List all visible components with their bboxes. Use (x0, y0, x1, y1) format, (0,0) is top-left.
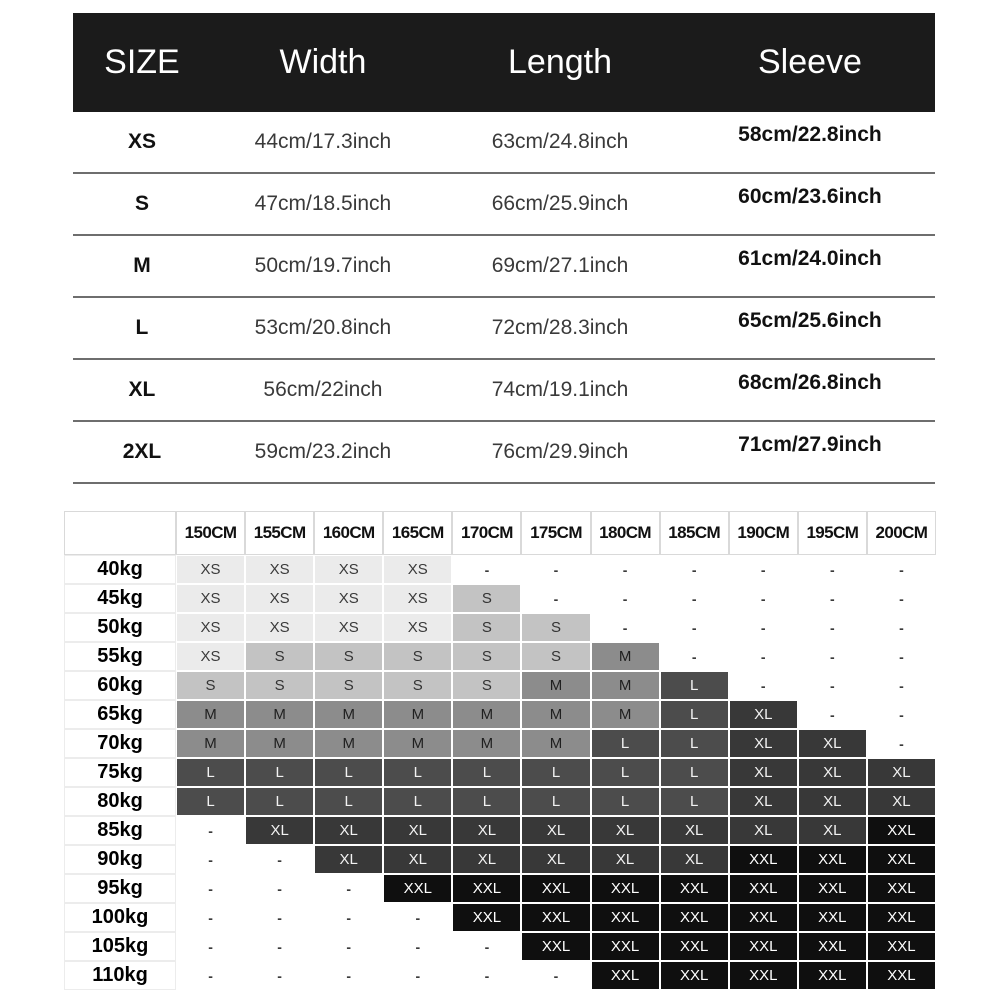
matrix-size-cell: L (453, 759, 520, 786)
height-header-cell: 190CM (730, 512, 797, 554)
sleeve-value: 68cm/26.8inch (738, 371, 882, 394)
matrix-size-cell: M (177, 730, 244, 757)
matrix-size-cell: XL (799, 730, 866, 757)
matrix-size-cell: M (522, 730, 589, 757)
width-value: 50cm/19.7inch (254, 254, 392, 277)
weight-label: 60kg (65, 672, 175, 699)
height-header-cell: 195CM (799, 512, 866, 554)
sleeve-value: 61cm/24.0inch (738, 247, 882, 270)
height-header-cell: 160CM (315, 512, 382, 554)
matrix-size-cell: XXL (868, 933, 935, 960)
matrix-size-cell: XL (730, 730, 797, 757)
matrix-empty-cell: - (246, 904, 313, 931)
weight-label: 45kg (65, 585, 175, 612)
matrix-empty-cell: - (868, 556, 935, 583)
matrix-empty-cell: - (592, 585, 659, 612)
length-value: 69cm/27.1inch (491, 254, 629, 277)
measurement-row (73, 236, 935, 298)
matrix-size-cell: XL (868, 759, 935, 786)
matrix-size-cell: XXL (453, 904, 520, 931)
sleeve-value: 71cm/27.9inch (738, 433, 882, 456)
matrix-size-cell: L (592, 788, 659, 815)
matrix-size-cell: L (384, 759, 451, 786)
matrix-empty-cell: - (592, 614, 659, 641)
length-value: 72cm/28.3inch (491, 316, 629, 339)
matrix-size-cell: L (522, 759, 589, 786)
matrix-size-cell: XXL (799, 933, 866, 960)
matrix-empty-cell: - (799, 672, 866, 699)
width-value: 44cm/17.3inch (254, 130, 392, 153)
height-header-cell: 150CM (177, 512, 244, 554)
matrix-size-cell: XL (315, 846, 382, 873)
matrix-empty-cell: - (177, 962, 244, 989)
matrix-size-cell: XXL (868, 846, 935, 873)
matrix-empty-cell: - (453, 933, 520, 960)
weight-label: 65kg (65, 701, 175, 728)
matrix-size-cell: XL (246, 817, 313, 844)
matrix-empty-cell: - (315, 933, 382, 960)
matrix-size-cell: XXL (799, 875, 866, 902)
matrix-size-cell: XS (177, 556, 244, 583)
matrix-size-cell: XS (177, 643, 244, 670)
matrix-size-cell: XXL (384, 875, 451, 902)
matrix-empty-cell: - (730, 672, 797, 699)
matrix-size-cell: XL (730, 701, 797, 728)
matrix-size-cell: XXL (730, 904, 797, 931)
matrix-size-cell: S (384, 643, 451, 670)
matrix-size-cell: XS (384, 614, 451, 641)
matrix-size-cell: XS (315, 556, 382, 583)
matrix-size-cell: XXL (730, 933, 797, 960)
size-label: XL (128, 378, 156, 401)
matrix-empty-cell: - (799, 643, 866, 670)
matrix-size-cell: XS (315, 585, 382, 612)
matrix-empty-cell: - (661, 556, 728, 583)
matrix-size-cell: M (592, 643, 659, 670)
matrix-size-cell: M (522, 672, 589, 699)
matrix-empty-cell: - (177, 904, 244, 931)
matrix-size-cell: XS (246, 585, 313, 612)
matrix-size-cell: M (315, 701, 382, 728)
matrix-empty-cell: - (246, 875, 313, 902)
matrix-size-cell: XXL (592, 933, 659, 960)
matrix-size-cell: XL (730, 759, 797, 786)
matrix-size-cell: XL (730, 817, 797, 844)
matrix-size-cell: S (315, 643, 382, 670)
matrix-size-cell: XS (384, 556, 451, 583)
matrix-size-cell: XXL (868, 962, 935, 989)
matrix-size-cell: XL (453, 817, 520, 844)
sleeve-value: 58cm/22.8inch (738, 123, 882, 146)
matrix-size-cell: XS (246, 614, 313, 641)
height-header-cell: 170CM (453, 512, 520, 554)
sleeve-value: 65cm/25.6inch (738, 309, 882, 332)
matrix-empty-cell: - (730, 556, 797, 583)
matrix-size-cell: M (246, 730, 313, 757)
matrix-size-cell: L (246, 788, 313, 815)
weight-label: 40kg (65, 556, 175, 583)
matrix-empty-cell: - (661, 585, 728, 612)
matrix-empty-cell: - (177, 817, 244, 844)
matrix-size-cell: XS (315, 614, 382, 641)
matrix-size-cell: XXL (730, 875, 797, 902)
matrix-size-cell: M (177, 701, 244, 728)
matrix-size-cell: L (661, 788, 728, 815)
length-value: 76cm/29.9inch (491, 440, 629, 463)
col-header-length: Length (508, 43, 612, 81)
matrix-empty-cell: - (246, 962, 313, 989)
matrix-size-cell: L (661, 759, 728, 786)
matrix-size-cell: S (315, 672, 382, 699)
matrix-empty-cell: - (868, 643, 935, 670)
measurement-table-body (73, 112, 935, 484)
matrix-empty-cell: - (799, 701, 866, 728)
matrix-empty-cell: - (246, 846, 313, 873)
measurement-row (73, 174, 935, 236)
matrix-empty-cell: - (522, 556, 589, 583)
matrix-empty-cell: - (384, 962, 451, 989)
matrix-size-cell: M (522, 701, 589, 728)
weight-label: 95kg (65, 875, 175, 902)
measurement-table (73, 13, 935, 484)
matrix-empty-cell: - (661, 614, 728, 641)
matrix-size-cell: M (315, 730, 382, 757)
matrix-size-cell: XXL (730, 846, 797, 873)
matrix-size-cell: XXL (592, 904, 659, 931)
col-header-sleeve: Sleeve (757, 43, 862, 81)
matrix-corner-cell (65, 512, 175, 554)
matrix-size-cell: S (453, 585, 520, 612)
matrix-size-cell: XXL (661, 962, 728, 989)
weight-label: 75kg (65, 759, 175, 786)
matrix-empty-cell: - (246, 933, 313, 960)
matrix-empty-cell: - (315, 875, 382, 902)
matrix-size-cell: M (384, 701, 451, 728)
matrix-empty-cell: - (730, 585, 797, 612)
matrix-empty-cell: - (315, 904, 382, 931)
matrix-empty-cell: - (453, 556, 520, 583)
matrix-empty-cell: - (868, 585, 935, 612)
matrix-size-cell: XS (384, 585, 451, 612)
col-header-width: Width (279, 43, 367, 81)
weight-label: 55kg (65, 643, 175, 670)
height-header-cell: 180CM (592, 512, 659, 554)
matrix-size-cell: XXL (522, 875, 589, 902)
weight-label: 105kg (65, 933, 175, 960)
weight-label: 110kg (65, 962, 175, 989)
matrix-empty-cell: - (177, 875, 244, 902)
matrix-size-cell: L (661, 701, 728, 728)
matrix-size-cell: M (453, 730, 520, 757)
width-value: 53cm/20.8inch (254, 316, 392, 339)
matrix-empty-cell: - (315, 962, 382, 989)
height-header-cell: 200CM (868, 512, 935, 554)
matrix-size-cell: L (177, 759, 244, 786)
matrix-size-cell: XL (522, 817, 589, 844)
matrix-size-cell: L (246, 759, 313, 786)
matrix-size-cell: XL (522, 846, 589, 873)
measurement-row (73, 422, 935, 484)
height-header-cell: 185CM (661, 512, 728, 554)
matrix-size-cell: XL (384, 846, 451, 873)
matrix-size-cell: XXL (661, 933, 728, 960)
matrix-empty-cell: - (799, 614, 866, 641)
matrix-empty-cell: - (868, 701, 935, 728)
matrix-empty-cell: - (522, 962, 589, 989)
matrix-size-cell: L (453, 788, 520, 815)
matrix-empty-cell: - (453, 962, 520, 989)
weight-label: 100kg (65, 904, 175, 931)
matrix-empty-cell: - (661, 643, 728, 670)
matrix-empty-cell: - (522, 585, 589, 612)
matrix-size-cell: XL (384, 817, 451, 844)
matrix-size-cell: XL (868, 788, 935, 815)
matrix-empty-cell: - (868, 672, 935, 699)
matrix-size-cell: S (453, 672, 520, 699)
matrix-size-cell: L (315, 759, 382, 786)
measurement-row (73, 360, 935, 422)
matrix-size-cell: L (315, 788, 382, 815)
col-header-size: SIZE (104, 43, 180, 81)
matrix-empty-cell: - (730, 614, 797, 641)
matrix-size-cell: S (246, 672, 313, 699)
matrix-size-cell: S (453, 643, 520, 670)
matrix-empty-cell: - (177, 933, 244, 960)
matrix-size-cell: S (522, 643, 589, 670)
weight-label: 70kg (65, 730, 175, 757)
matrix-empty-cell: - (799, 585, 866, 612)
matrix-size-cell: XL (799, 759, 866, 786)
weight-label: 50kg (65, 614, 175, 641)
matrix-size-cell: S (384, 672, 451, 699)
matrix-size-cell: XL (661, 817, 728, 844)
matrix-size-cell: XL (730, 788, 797, 815)
matrix-size-cell: XL (453, 846, 520, 873)
size-label: 2XL (122, 440, 162, 463)
width-value: 47cm/18.5inch (254, 192, 392, 215)
length-value: 66cm/25.9inch (491, 192, 629, 215)
matrix-size-cell: XXL (799, 904, 866, 931)
height-weight-matrix (65, 512, 935, 989)
size-label: XS (127, 130, 156, 153)
matrix-size-cell: XL (315, 817, 382, 844)
length-value: 63cm/24.8inch (491, 130, 629, 153)
measurement-table-header (73, 13, 935, 112)
matrix-size-cell: XXL (868, 875, 935, 902)
height-header-cell: 165CM (384, 512, 451, 554)
measurement-row (73, 112, 935, 174)
matrix-size-cell: XXL (453, 875, 520, 902)
matrix-size-cell: XXL (661, 875, 728, 902)
matrix-size-cell: L (661, 730, 728, 757)
matrix-size-cell: S (177, 672, 244, 699)
matrix-size-cell: S (246, 643, 313, 670)
length-value: 74cm/19.1inch (491, 378, 629, 401)
matrix-size-cell: XXL (868, 904, 935, 931)
matrix-empty-cell: - (868, 730, 935, 757)
matrix-size-cell: XL (799, 817, 866, 844)
matrix-size-cell: XS (177, 614, 244, 641)
matrix-size-cell: M (592, 672, 659, 699)
width-value: 56cm/22inch (263, 378, 383, 401)
matrix-size-cell: L (177, 788, 244, 815)
matrix-size-cell: XL (592, 817, 659, 844)
matrix-size-cell: L (522, 788, 589, 815)
measurement-row (73, 298, 935, 360)
size-label: S (134, 192, 149, 215)
weight-label: 85kg (65, 817, 175, 844)
matrix-size-cell: XXL (799, 846, 866, 873)
matrix-size-cell: XS (246, 556, 313, 583)
matrix-size-cell: XXL (592, 875, 659, 902)
size-label: L (135, 316, 149, 339)
matrix-size-cell: XXL (799, 962, 866, 989)
height-weight-grid (65, 512, 935, 989)
weight-label: 90kg (65, 846, 175, 873)
matrix-size-cell: XXL (522, 904, 589, 931)
matrix-size-cell: XXL (661, 904, 728, 931)
matrix-size-cell: M (246, 701, 313, 728)
height-header-cell: 175CM (522, 512, 589, 554)
sleeve-value: 60cm/23.6inch (738, 185, 882, 208)
matrix-size-cell: M (592, 701, 659, 728)
matrix-size-cell: XL (661, 846, 728, 873)
matrix-size-cell: XXL (730, 962, 797, 989)
height-header-cell: 155CM (246, 512, 313, 554)
matrix-size-cell: XXL (522, 933, 589, 960)
matrix-size-cell: XXL (592, 962, 659, 989)
matrix-size-cell: XL (799, 788, 866, 815)
matrix-size-cell: XL (592, 846, 659, 873)
weight-label: 80kg (65, 788, 175, 815)
matrix-size-cell: S (522, 614, 589, 641)
matrix-empty-cell: - (177, 846, 244, 873)
matrix-size-cell: L (592, 759, 659, 786)
matrix-size-cell: S (453, 614, 520, 641)
matrix-empty-cell: - (384, 904, 451, 931)
matrix-size-cell: M (453, 701, 520, 728)
matrix-size-cell: L (592, 730, 659, 757)
matrix-empty-cell: - (868, 614, 935, 641)
width-value: 59cm/23.2inch (254, 440, 392, 463)
matrix-size-cell: XS (177, 585, 244, 612)
matrix-size-cell: L (661, 672, 728, 699)
matrix-size-cell: L (384, 788, 451, 815)
matrix-empty-cell: - (592, 556, 659, 583)
matrix-size-cell: XXL (868, 817, 935, 844)
matrix-empty-cell: - (730, 643, 797, 670)
matrix-empty-cell: - (384, 933, 451, 960)
matrix-size-cell: M (384, 730, 451, 757)
size-label: M (133, 254, 151, 277)
matrix-empty-cell: - (799, 556, 866, 583)
